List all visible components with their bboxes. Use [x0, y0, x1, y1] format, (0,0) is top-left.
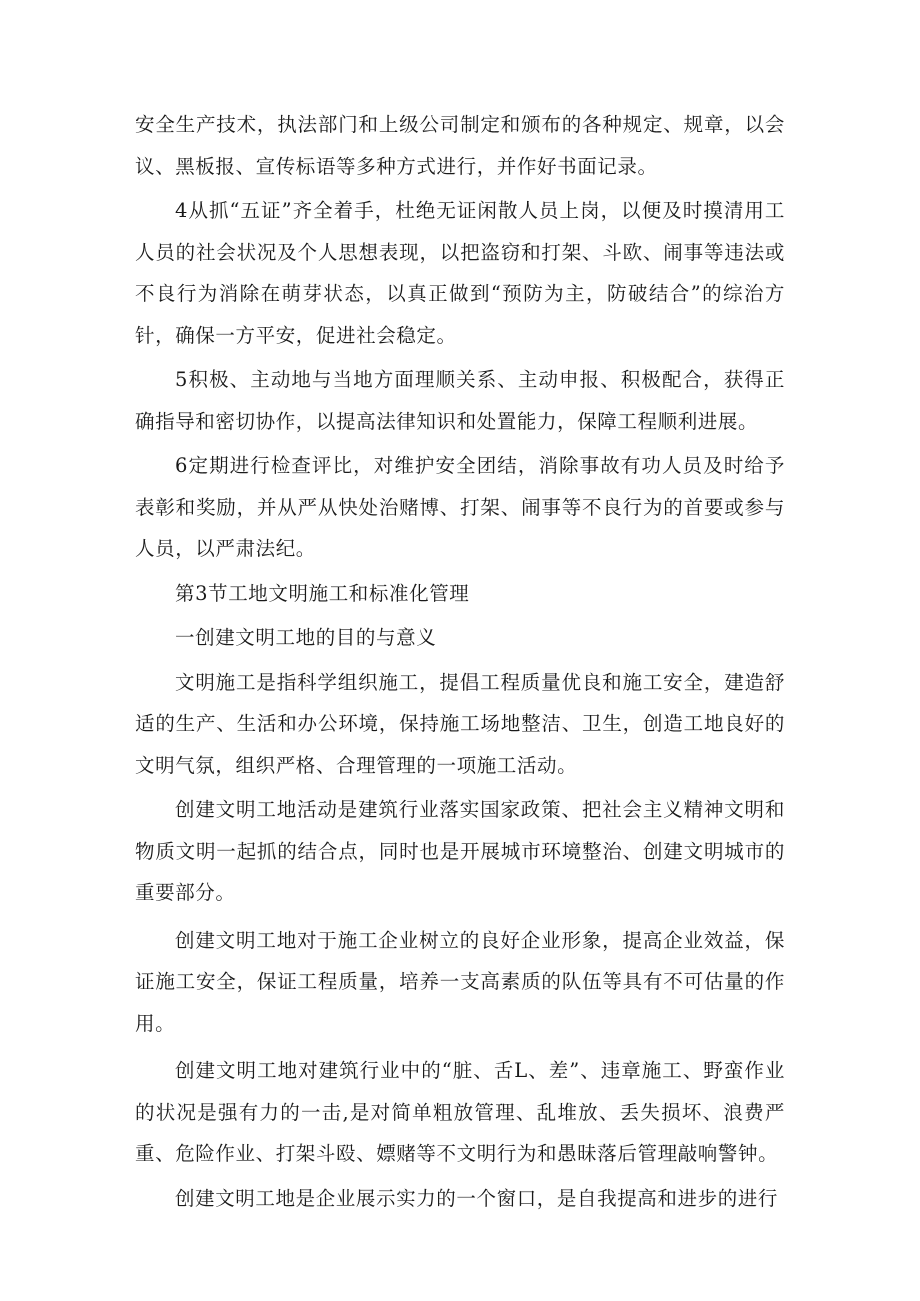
- paragraph-item-5: 5积极、主动地与当地方面理顺关系、主动申报、积极配合，获得正确指导和密切协作，以提高法律知识和处置能力，保障工程顺利进展。: [135, 368, 785, 433]
- section-heading: 第3节工地文明施工和标准化管理: [175, 581, 470, 605]
- paragraph-window: 创建文明工地是企业展示实力的一个窗口，是自我提高和进步的进行: [175, 1186, 779, 1210]
- paragraph-strike: 创建文明工地对建筑行业中的“脏、舌L、差”、违章施工、野蛮作业的状况是强有力的一击,是对简单粗放管理、乱堆放、丢失损坏、浪费严重、危险作业、打架斗殴、嫖赌等不文明行为和愚昧落后管理敲响警钟。: [135, 1059, 785, 1165]
- paragraph-continuation: 安全生产技术，执法部门和上级公司制定和颁布的各种规定、规章，以会议、黑板报、宣传标语等多种方式进行，并作好书面记录。: [135, 113, 785, 178]
- paragraph-definition: 文明施工是指科学组织施工，提倡工程质量优良和施工安全，建造舒适的生产、生活和办公环境，保持施工场地整洁、卫生，创造工地良好的文明气氛，组织严格、合理管理的一项施工活动。: [135, 670, 785, 777]
- paragraph-activity: 创建文明工地活动是建筑行业落实国家政策、把社会主义精神文明和物质文明一起抓的结合点，同时也是开展城市环境整治、创建文明城市的重要部分。: [135, 798, 785, 904]
- paragraph-benefits: 创建文明工地对于施工企业树立的良好企业形象，提高企业效益，保证施工安全，保证工程质量，培养一支高素质的队伍等具有不可估量的作用。: [135, 928, 785, 1035]
- subsection-heading: 一创建文明工地的目的与意义: [175, 626, 437, 649]
- paragraph-item-6: 6定期进行检查评比，对维护安全团结，消除事故有功人员及时给予表彰和奖励，并从严从快处治赌博、打架、闹事等不良行为的首要或参与人员，以严肃法纪。: [135, 454, 785, 560]
- paragraph-item-4: 4从抓“五证”齐全着手，杜绝无证闲散人员上岗，以便及时摸清用工人员的社会状况及个人思想表现，以把盗窃和打架、斗欧、闹事等违法或不良行为消除在萌芽状态，以真正做到“预防为主，防破结合”的综治方针，确保一方平安，促进社会稳定。: [135, 199, 785, 347]
